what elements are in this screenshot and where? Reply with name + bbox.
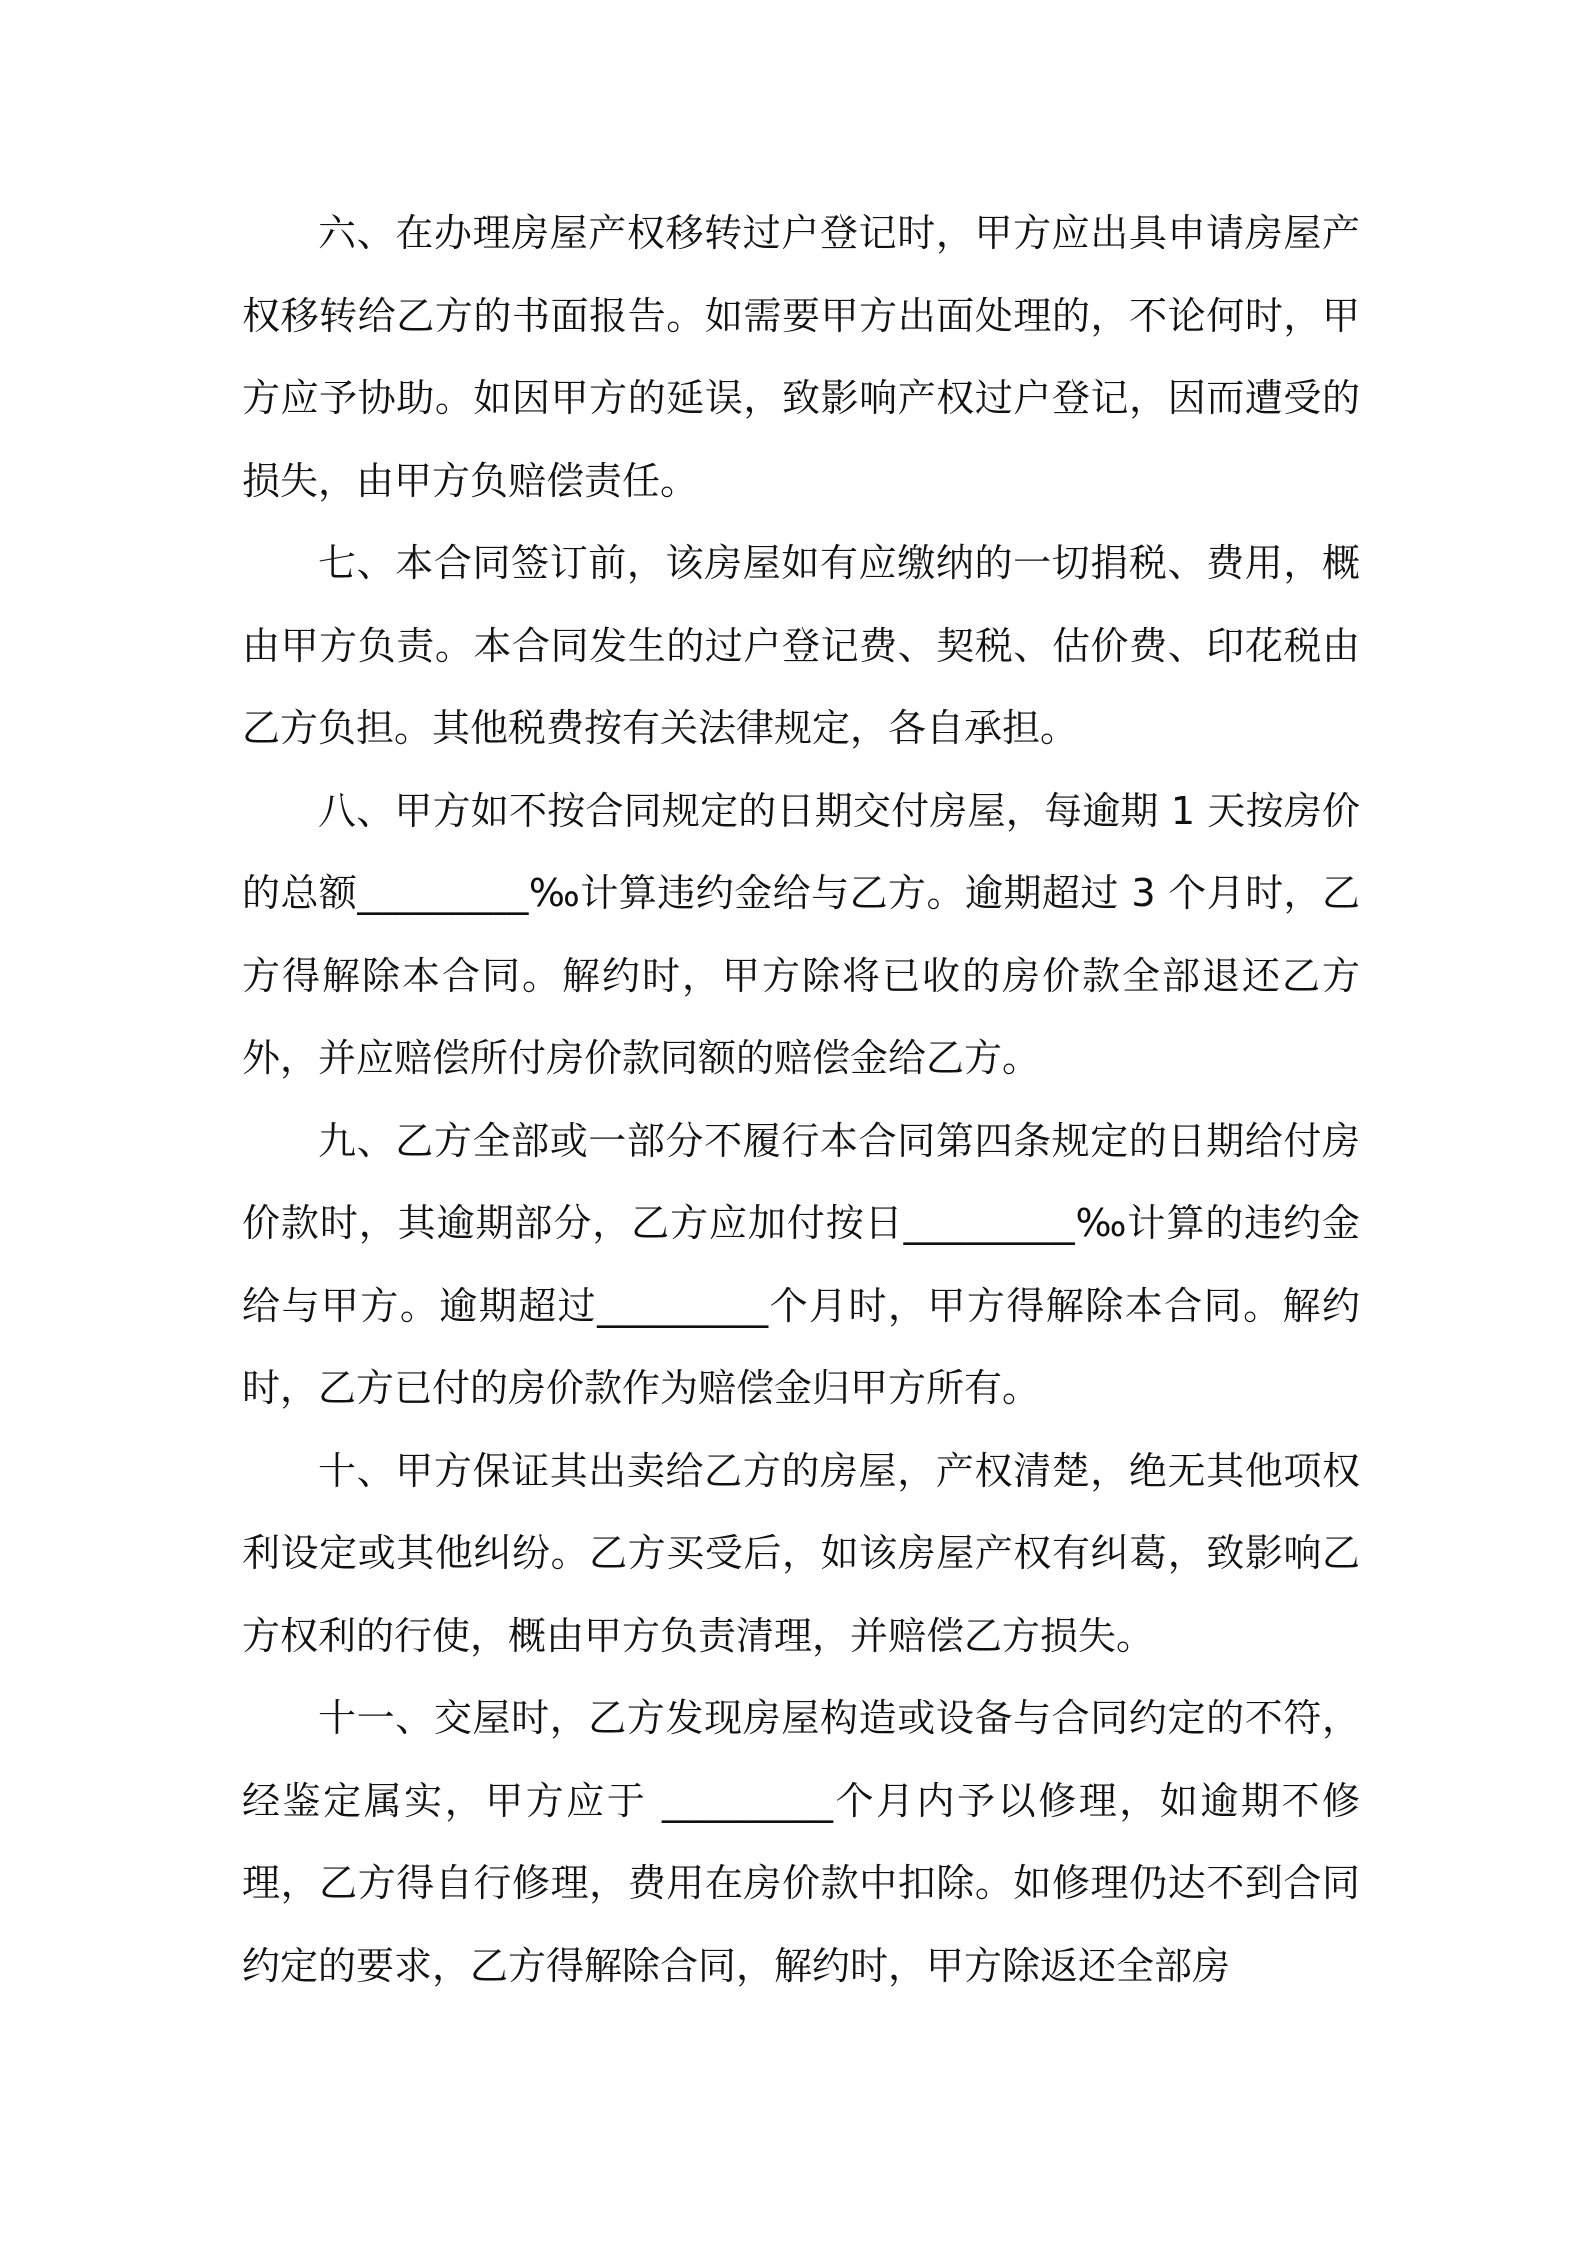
contract-body (242, 192, 1360, 2007)
clause-7-paragraph: 七、本合同签订前，该房屋如有应缴纳的一切捐税、费用，概由甲方负责。本合同发生的过户登记费、契税、估价费、印花税由乙方负担。其他税费按有关法律规定，各自承担。 (242, 541, 1360, 750)
clause-9-paragraph: 九、乙方全部或一部分不履行本合同第四条规定的日期给付房价款时，其逾期部分，乙方应加付按日_________‰计算的违约金给与甲方。逾期超过_________个月时，甲方得解除本合同。解约时，乙方已付的房价款作为赔偿金归甲方所有。 (242, 1118, 1360, 1410)
clause-11-paragraph: 十一、交屋时，乙方发现房屋构造或设备与合同约定的不符，经鉴定属实，甲方应于 _________个月内予以修理，如逾期不修理，乙方得自行修理，费用在房价款中扣除。如修理仍达不到合同约定的要求，乙方得解除合同，解约时，甲方除返还全部房 (242, 1696, 1360, 1988)
clause-10-paragraph: 十、甲方保证其出卖给乙方的房屋，产权清楚，绝无其他项权利设定或其他纠纷。乙方买受后，如该房屋产权有纠葛，致影响乙方权利的行使，概由甲方负责清理，并赔偿乙方损失。 (242, 1448, 1360, 1658)
clause-6-paragraph: 六、在办理房屋产权移转过户登记时，甲方应出具申请房屋产权移转给乙方的书面报告。如需要甲方出面处理的，不论何时，甲方应予协助。如因甲方的延误，致影响产权过户登记，因而遭受的损失，由甲方负赔偿责任。 (242, 211, 1360, 503)
clause-8-paragraph: 八、甲方如不按合同规定的日期交付房屋，每逾期 1 天按房价的总额_________‰计算违约金给与乙方。逾期超过 3 个月时，乙方得解除本合同。解约时，甲方除将已收的房价款全部退还乙方外，并应赔偿所付房价款同额的赔偿金给乙方。 (242, 788, 1360, 1080)
